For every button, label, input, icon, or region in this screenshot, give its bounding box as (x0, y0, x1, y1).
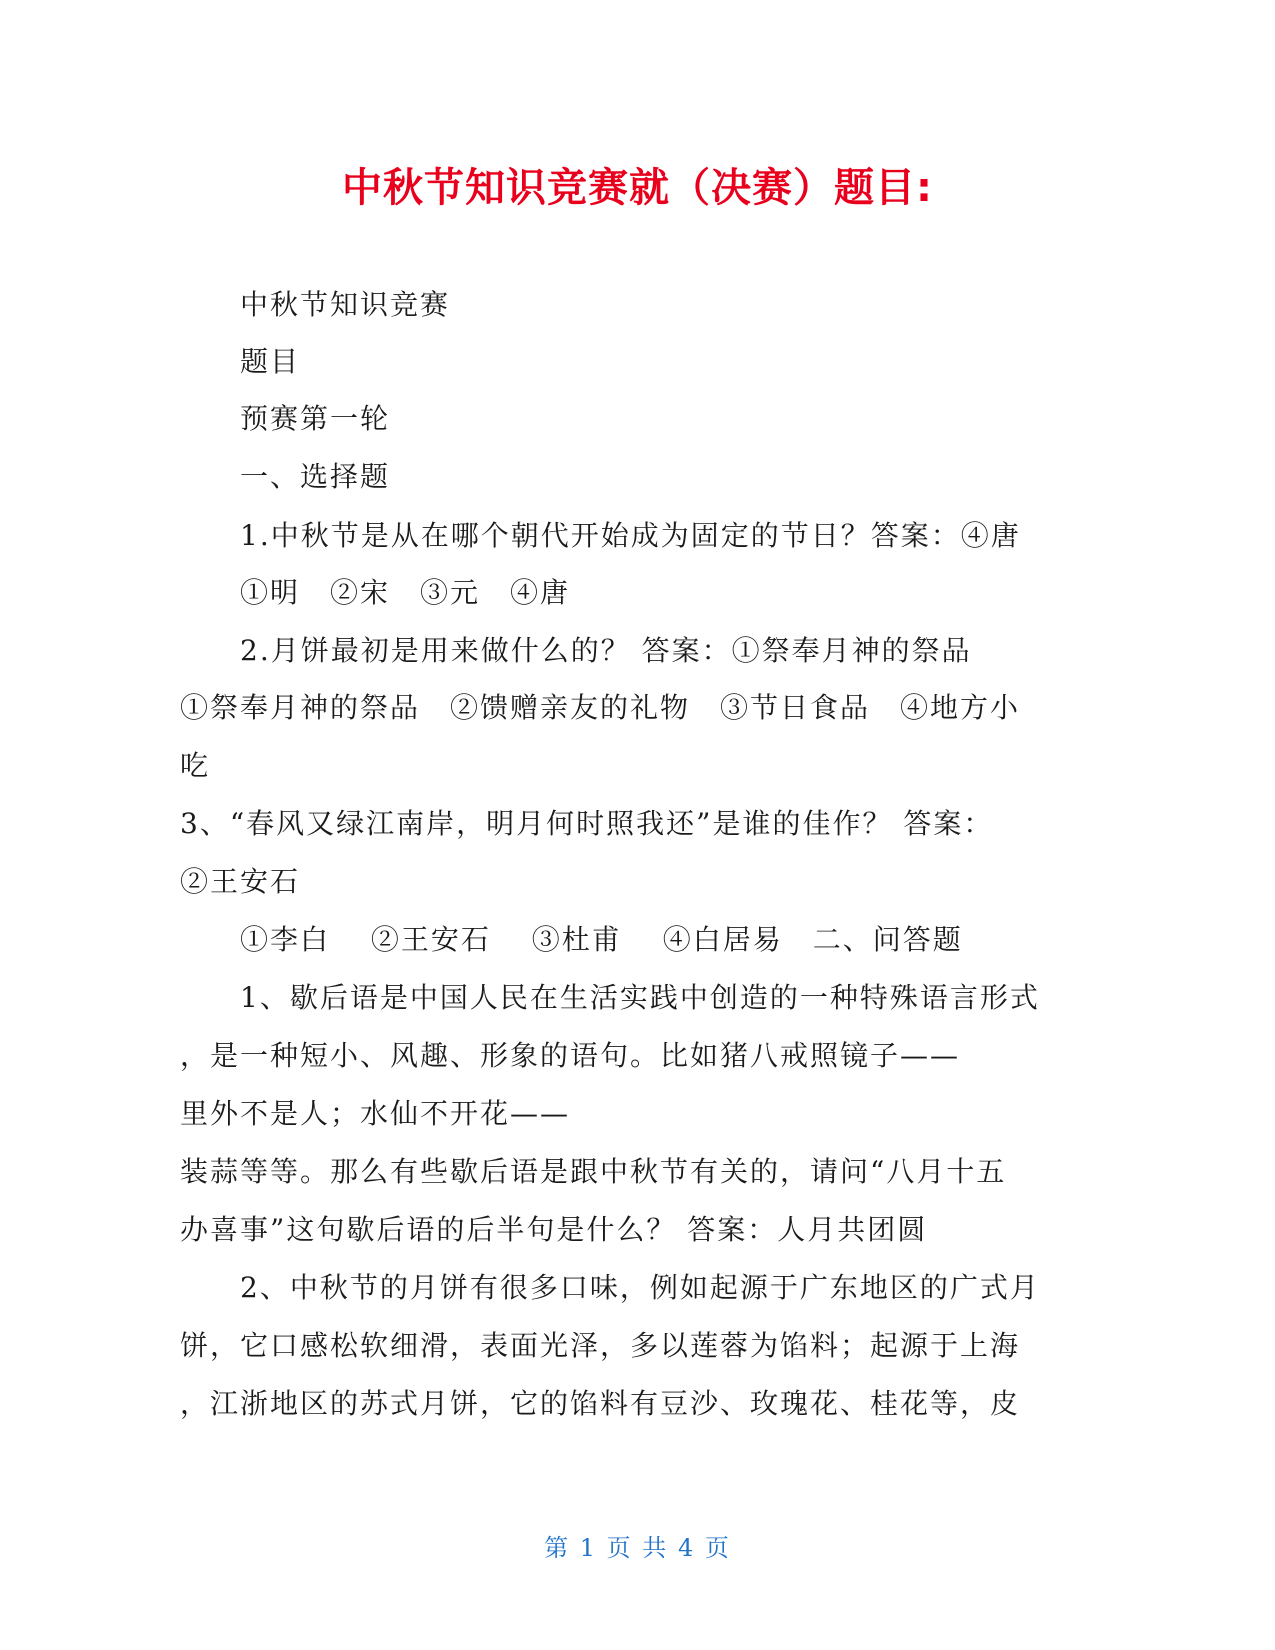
page-footer: 第 1 页 共 4 页 (544, 1534, 731, 1562)
text-line: 中秋节知识竞赛 (240, 288, 451, 321)
text-line: 装蒜等等。那么有些歇后语是跟中秋节有关的，请问“八月十五 (180, 1155, 1007, 1188)
text-line: 1、歇后语是中国人民在生活实践中创造的一种特殊语言形式 (240, 981, 1040, 1014)
text-line: ①李白 ②王安石 ③杜甫 ④白居易 二、问答题 (240, 923, 963, 956)
text-line: 办喜事”这句歇后语的后半句是什么？ 答案：人月共团圆 (180, 1213, 928, 1246)
text-line: ①明 ②宋 ③元 ④唐 (240, 576, 571, 609)
text-line: 吃 (180, 749, 211, 782)
text-line: ①祭奉月神的祭品 ②馈赠亲友的礼物 ③节日食品 ④地方小 (180, 691, 1021, 724)
text-line: 题目 (240, 345, 301, 378)
text-line: ，江浙地区的苏式月饼，它的馅料有豆沙、玫瑰花、桂花等，皮 (180, 1387, 1021, 1420)
text-line: ，是一种短小、风趣、形象的语句。比如猪八戒照镜子—— (180, 1039, 961, 1072)
document-title: 中秋节知识竞赛就（决赛）题目: (342, 165, 933, 211)
text-line: 里外不是人；水仙不开花—— (180, 1097, 571, 1130)
text-line: 一、选择题 (240, 460, 391, 493)
text-line: 2.月饼最初是用来做什么的？ 答案：①祭奉月神的祭品 (240, 634, 972, 667)
text-line: 预赛第一轮 (240, 402, 391, 435)
text-line: 饼，它口感松软细滑，表面光泽，多以莲蓉为馅料；起源于上海 (180, 1329, 1021, 1362)
text-line: ②王安石 (180, 865, 301, 898)
text-line: 3、“春风又绿江南岸，明月何时照我还”是谁的佳作？ 答案： (180, 807, 994, 840)
text-line: 1.中秋节是从在哪个朝代开始成为固定的节日？答案：④唐 (240, 519, 1021, 552)
text-line: 2、中秋节的月饼有很多口味，例如起源于广东地区的广式月 (240, 1271, 1040, 1304)
